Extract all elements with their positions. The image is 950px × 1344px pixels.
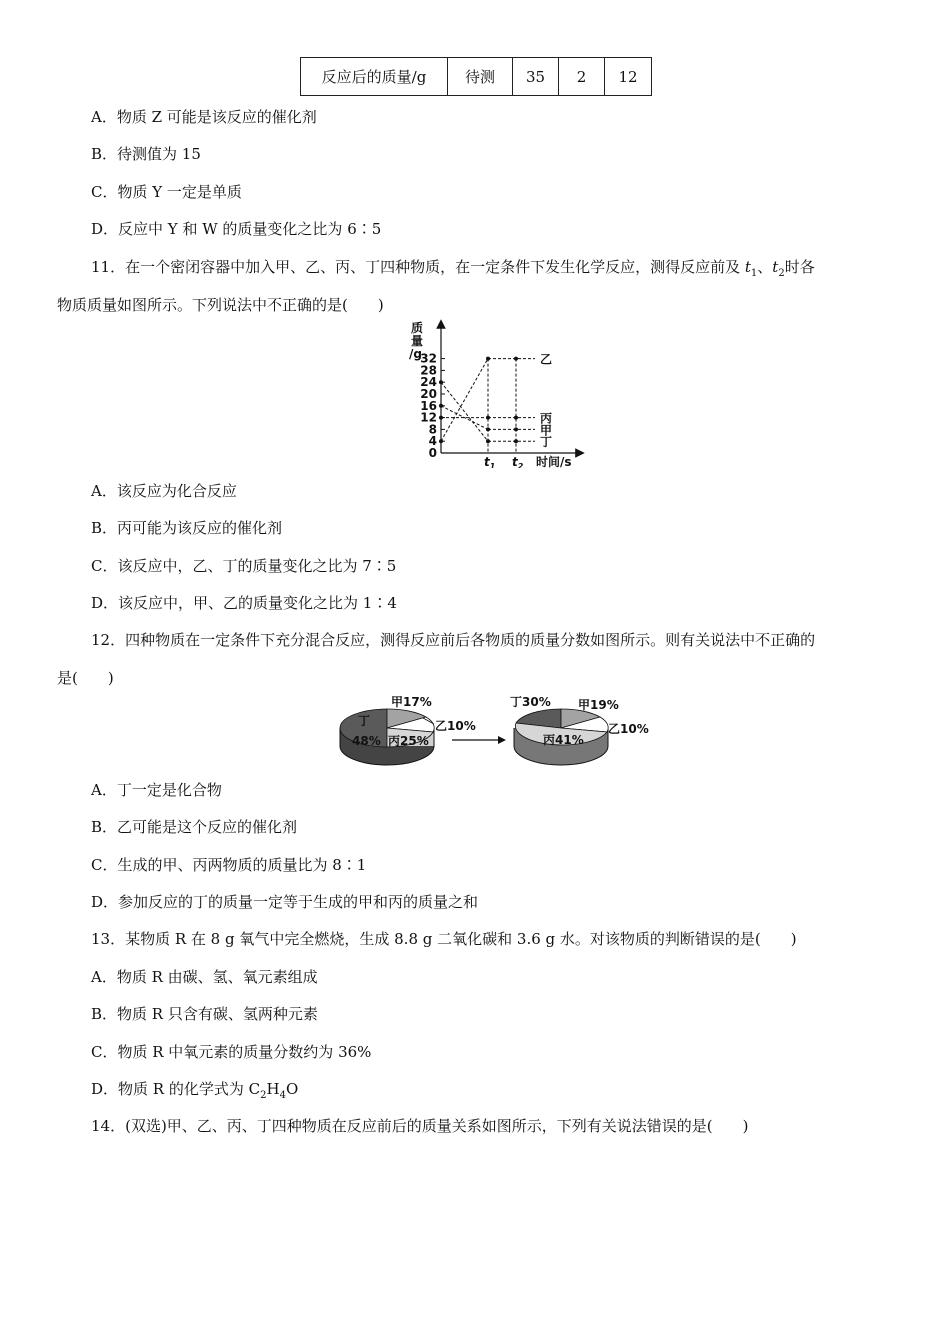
series-point: [439, 439, 443, 443]
series-label: 甲: [540, 423, 553, 438]
table-cell: 2: [559, 58, 605, 96]
q13-stem: 13．某物质 R 在 8 g 氧气中完全燃烧，生成 8.8 g 二氧化碳和 3.6 g 水。对该物质的判断错误的是( ): [91, 930, 797, 948]
label-after-bing: 丙41%: [543, 733, 584, 747]
mass-table: [300, 57, 652, 96]
y-tick-label: 28: [420, 363, 437, 378]
pie-charts-figure: [330, 690, 660, 772]
pie-before: [340, 695, 476, 765]
label-after-ding: 丁30%: [510, 695, 551, 709]
q13-option-c: C．物质 R 中氧元素的质量分数约为 36%: [91, 1043, 372, 1061]
q13-option-d: [91, 1078, 298, 1101]
y-axis-label-char: /g: [409, 347, 422, 361]
formula-h: H: [266, 1080, 280, 1098]
q14-stem: 14．(双选)甲、乙、丙、丁四种物质在反应前后的质量关系如图所示，下列有关说法错误的是( ): [91, 1117, 749, 1135]
table-cell: 待测: [448, 58, 513, 96]
series-line: [441, 382, 488, 441]
q12-stem-line2: 是( ): [57, 669, 114, 687]
formula-prefix: D．物质 R 的化学式为 C: [91, 1080, 261, 1098]
x-tick-label: $t_1$: [484, 455, 496, 468]
label-after-jia: 甲19%: [578, 698, 619, 712]
q11-option-c: C．该反应中，乙、丁的质量变化之比为 7∶5: [91, 557, 397, 575]
x-tick-labels: [484, 455, 524, 468]
separator: 、: [757, 258, 773, 276]
series-label: 乙: [540, 352, 553, 367]
q11-option-d: D．该反应中，甲、乙的质量变化之比为 1∶4: [91, 594, 397, 612]
pie-after: [510, 695, 649, 765]
q11-stem-line2: 物质质量如图所示。下列说法中不正确的是( ): [57, 296, 384, 314]
y-tick-label: 0: [428, 446, 437, 460]
x-tick-label: $t_2$: [512, 455, 524, 468]
series-lines: [439, 353, 552, 453]
y-axis-label-char: 量: [411, 334, 424, 348]
series-point: [439, 404, 443, 408]
q12-option-c: C．生成的甲、丙两物质的质量比为 8∶1: [91, 856, 367, 874]
y-tick-label: 20: [420, 387, 437, 401]
series-label: 丙: [540, 411, 553, 426]
table-row-label: 反应后的质量/g: [301, 58, 448, 96]
arrow-icon: [452, 736, 506, 744]
formula-sub: 2: [260, 1090, 267, 1101]
formula-o: O: [285, 1080, 299, 1098]
label-before-bing: 丙25%: [388, 734, 429, 748]
q11-option-a: A．该反应为化合反应: [91, 482, 237, 500]
y-tick-label: 32: [420, 351, 437, 366]
q10-option-b: B．待测值为 15: [91, 145, 201, 163]
x-axis-label: 时间/s: [536, 455, 572, 468]
series-point: [439, 416, 443, 420]
y-axis-label-char: 质: [411, 321, 424, 335]
t1-subscript: 1: [750, 268, 758, 279]
y-tick-label: 8: [428, 422, 437, 437]
q10-option-a: A．物质 Z 可能是该反应的催化剂: [91, 108, 317, 126]
t-symbol: t: [772, 258, 779, 276]
y-tick-label: 24: [420, 375, 437, 390]
series-line: [441, 359, 488, 442]
q10-option-c: C．物质 Y 一定是单质: [91, 183, 242, 201]
q11-option-b: B．丙可能为该反应的催化剂: [91, 519, 283, 537]
label-before-jia: 甲17%: [391, 695, 432, 709]
mass-time-chart: [395, 318, 595, 468]
label-after-yi: 乙10%: [608, 722, 649, 736]
q10-option-d: D．反应中 Y 和 W 的质量变化之比为 6∶5: [91, 220, 382, 238]
q12-option-d: D．参加反应的丁的质量一定等于生成的甲和丙的质量之和: [91, 893, 479, 911]
y-tick-label: 12: [420, 410, 437, 425]
table-row: [301, 58, 652, 96]
q12-stem-line1: 12．四种物质在一定条件下充分混合反应，测得反应前后各物质的质量分数如图所示。则有关说法中不正确的: [91, 631, 816, 649]
t-symbol: t: [744, 258, 751, 276]
q11-stem-text-end: 时各: [784, 258, 815, 276]
series-label: 丁: [540, 435, 553, 450]
formula-sub: 4: [279, 1090, 286, 1101]
t2-subscript: 2: [778, 268, 785, 279]
label-before-yi: 乙10%: [435, 719, 476, 733]
q11-stem-line1: [91, 256, 815, 279]
q13-option-b: B．物质 R 只含有碳、氢两种元素: [91, 1005, 318, 1023]
label-before-ding-name: 丁: [358, 714, 371, 728]
label-before-ding-pct: 48%: [352, 734, 381, 748]
table-cell: 35: [513, 58, 559, 96]
q11-stem-text: 11．在一个密闭容器中加入甲、乙、丙、丁四种物质，在一定条件下发生化学反应，测得反应前及: [91, 258, 745, 276]
table-cell: 12: [605, 58, 652, 96]
q13-option-a: A．物质 R 由碳、氢、氧元素组成: [91, 968, 318, 986]
y-tick-label: 16: [420, 398, 437, 413]
series-point: [439, 380, 443, 384]
q12-option-a: A．丁一定是化合物: [91, 781, 222, 799]
q12-option-b: B．乙可能是这个反应的催化剂: [91, 818, 298, 836]
y-tick-label: 4: [428, 434, 437, 449]
